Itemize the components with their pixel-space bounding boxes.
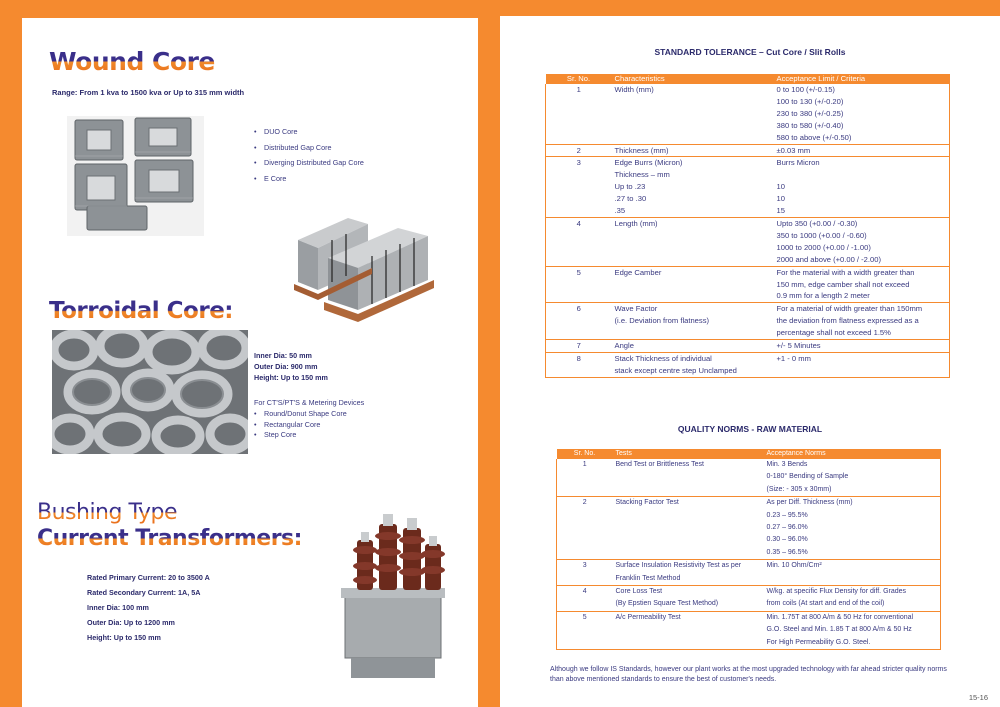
list-item: • Step Core xyxy=(254,430,347,441)
table-cell: 7 xyxy=(546,340,612,353)
spec-inner-dia: Inner Dia: 50 mm xyxy=(254,351,312,360)
cell-line: 350 to 1000 (+0.00 / -0.60) xyxy=(776,230,867,240)
cell-line: +1 - 0 mm xyxy=(776,353,811,363)
table-cell: 4 xyxy=(557,586,613,612)
cell-line: G.O. Steel and Min. 1.85 T at 800 A/m & 50 Hz xyxy=(766,626,912,634)
table-header-row xyxy=(557,449,941,459)
table-row xyxy=(546,352,950,377)
col-characteristics: Characteristics xyxy=(612,74,774,84)
toroidal-types xyxy=(254,409,347,441)
bushing-title-line1: Bushing Type xyxy=(37,500,177,525)
table-cell xyxy=(774,340,950,353)
table-cell: 4 xyxy=(546,217,612,266)
cell-line: Angle xyxy=(614,341,634,351)
table-cell xyxy=(774,84,950,144)
toroidal-intro: For CT'S/PT'S & Metering Devices xyxy=(254,398,365,407)
table-cell xyxy=(612,157,774,218)
cell-line: (Size: - 305 x 30mm) xyxy=(766,485,832,493)
cell-line: For the material with a width greater than xyxy=(776,267,915,277)
cell-line: 150 mm, edge camber shall not exceed xyxy=(776,279,910,289)
cell-line: Wave Factor xyxy=(614,304,658,314)
cell-line xyxy=(616,471,761,483)
cell-line xyxy=(616,547,761,559)
table-cell xyxy=(612,303,774,340)
tolerance-table-body xyxy=(546,84,950,377)
cell-line: 230 to 380 (+/-0.25) xyxy=(776,108,844,118)
table-cell: 5 xyxy=(557,611,613,649)
cell-line xyxy=(616,510,761,522)
cell-line: W/kg. at specific Flux Density for diff. Grades xyxy=(766,588,907,596)
toroidal-core-title: Torroidal Core: xyxy=(49,298,234,324)
cell-line: 0.27 – 96.0% xyxy=(766,524,808,532)
table-cell xyxy=(774,266,950,303)
cell-line: Up to .23 xyxy=(614,182,646,192)
cell-line: For High Permeability G.O. Steel. xyxy=(766,638,871,646)
quality-table-body xyxy=(557,459,941,650)
table-cell xyxy=(612,217,774,266)
cell-line: Width (mm) xyxy=(614,85,654,94)
cell-line: Min. 3 Bends xyxy=(766,461,808,468)
table-cell xyxy=(774,157,950,218)
table-row xyxy=(557,611,941,649)
table-cell: 3 xyxy=(557,560,613,586)
cell-line: Thickness (mm) xyxy=(614,145,669,155)
tolerance-table xyxy=(545,74,950,378)
table-cell xyxy=(612,144,774,157)
table-cell: 8 xyxy=(546,352,612,377)
wound-core-photo xyxy=(67,116,204,236)
cell-line: ±0.03 mm xyxy=(776,145,811,155)
cell-line: 10 xyxy=(776,194,785,204)
cell-line: Length (mm) xyxy=(614,218,658,228)
table-header-row xyxy=(546,74,950,84)
table-row xyxy=(546,266,950,303)
cell-line: Surface Insulation Resistivity Test as per xyxy=(615,562,742,570)
spec-height: Height: Up to 150 mm xyxy=(254,373,328,382)
cell-line: Edge Camber xyxy=(614,267,662,277)
table-cell xyxy=(612,352,774,377)
table-cell: 2 xyxy=(546,144,612,157)
cell-line xyxy=(616,637,761,649)
cell-line: stack except centre step Unclamped xyxy=(614,365,737,375)
table-cell xyxy=(613,586,764,612)
table-cell: 2 xyxy=(557,497,613,560)
table-row xyxy=(546,144,950,157)
table-cell: 5 xyxy=(546,266,612,303)
table-cell: 1 xyxy=(557,459,613,497)
cell-line xyxy=(616,624,761,636)
table-row xyxy=(557,497,941,560)
wound-core-types xyxy=(254,124,364,186)
wound-core-range: Range: From 1 kva to 1500 kva or Up to 315 mm width xyxy=(52,88,245,97)
cell-line xyxy=(616,522,761,534)
cell-line: (i.e. Deviation from flatness) xyxy=(614,316,710,326)
table-cell xyxy=(612,340,774,353)
cell-line: .35 xyxy=(614,206,626,216)
table-cell xyxy=(613,497,764,560)
toroidal-core-photo xyxy=(52,330,248,454)
list-item: • Rectangular Core xyxy=(254,420,347,431)
list-item: • Distributed Gap Core xyxy=(254,140,364,156)
table-row xyxy=(557,459,941,497)
cell-line: 0.23 – 95.5% xyxy=(766,511,808,519)
cell-line: 380 to 580 (+/-0.40) xyxy=(776,120,844,130)
footnote: Although we follow IS Standards, however our plant works at the most upgraded technology with far ahead stricter quality norms than above mentioned standards to ensure the best of customer's needs. xyxy=(550,666,947,683)
table-cell: 6 xyxy=(546,303,612,340)
cell-line: 100 to 130 (+/-0.20) xyxy=(776,96,844,106)
cell-line: For a material of width greater than 150mm xyxy=(776,304,923,314)
table-row xyxy=(557,560,941,586)
cell-line: Stack Thickness of individual xyxy=(614,353,712,363)
cell-line: .27 to .30 xyxy=(614,194,647,204)
cell-line xyxy=(615,120,771,132)
cell-line xyxy=(615,108,771,120)
cell-line xyxy=(615,96,771,108)
quality-table xyxy=(556,449,941,650)
spec-primary-current: Rated Primary Current: 20 to 3500 A xyxy=(87,573,210,582)
cell-line xyxy=(615,327,771,339)
quality-title: QUALITY NORMS - RAW MATERIAL xyxy=(677,424,823,434)
spec-inner-dia: Inner Dia: 100 mm xyxy=(87,603,149,612)
cell-line: the deviation from flatness expressed as a xyxy=(776,316,919,326)
spec-outer-dia: Outer Dia: 900 mm xyxy=(254,362,318,371)
cell-line: 15 xyxy=(776,206,785,216)
col-tests: Tests xyxy=(613,449,764,459)
cell-line: 580 to above (+/-0.50) xyxy=(776,132,852,142)
table-row xyxy=(546,157,950,218)
cell-line xyxy=(615,290,771,302)
table-cell: 1 xyxy=(546,84,612,144)
table-cell xyxy=(613,459,764,497)
table-cell xyxy=(764,611,941,649)
list-item: • E Core xyxy=(254,171,364,187)
cell-line: 0-180° Bending of Sample xyxy=(766,473,849,481)
cell-line xyxy=(616,534,761,546)
table-row xyxy=(546,84,950,144)
col-sr-no: Sr. No. xyxy=(557,449,613,459)
cell-line xyxy=(777,169,947,181)
cell-line: from coils (At start and end of the coil) xyxy=(766,600,885,608)
cell-line: Thickness – mm xyxy=(614,170,670,180)
table-cell xyxy=(764,586,941,612)
table-cell xyxy=(613,560,764,586)
spec-outer-dia: Outer Dia: Up to 1200 mm xyxy=(87,618,175,627)
cell-line: Min. 1.75T at 800 A/m & 50 Hz for conventional xyxy=(766,613,914,621)
tolerance-title: STANDARD TOLERANCE – Cut Core / Slit Rolls xyxy=(654,47,846,57)
cell-line xyxy=(615,230,771,242)
table-cell xyxy=(774,352,950,377)
cell-line: +/- 5 Minutes xyxy=(776,341,821,351)
cell-line xyxy=(615,242,771,254)
cell-line xyxy=(615,279,771,291)
col-sr-no: Sr. No. xyxy=(546,74,612,84)
table-row xyxy=(546,340,950,353)
table-cell xyxy=(764,497,941,560)
cell-line xyxy=(615,254,771,266)
cell-line xyxy=(767,573,938,585)
cell-line: (By Epstien Square Test Method) xyxy=(615,600,719,608)
cell-line: A/c Permeability Test xyxy=(615,613,681,621)
cell-line: Franklin Test Method xyxy=(615,574,681,582)
cell-line xyxy=(616,484,761,496)
spec-height: Height: Up to 150 mm xyxy=(87,633,161,642)
cell-line: 0.9 mm for a length 2 meter xyxy=(776,291,870,301)
cell-line: Core Loss Test xyxy=(615,588,663,596)
table-row xyxy=(557,586,941,612)
page-number: 15-16 xyxy=(968,693,988,702)
bushing-specs xyxy=(87,570,210,645)
cell-line: Min. 10 Ohm/Cm² xyxy=(766,562,822,570)
table-cell xyxy=(774,144,950,157)
cell-line xyxy=(615,132,771,144)
table-cell xyxy=(764,459,941,497)
table-cell xyxy=(612,84,774,144)
list-item: • Diverging Distributed Gap Core xyxy=(254,155,364,171)
col-acceptance-norms: Acceptance Norms xyxy=(764,449,941,459)
wound-core-title: Wound Core xyxy=(49,47,215,76)
table-cell: 3 xyxy=(546,157,612,218)
cell-line: Edge Burrs (Micron) xyxy=(614,158,683,168)
table-cell xyxy=(774,217,950,266)
bushing-title-line2: Current Transformers: xyxy=(37,526,302,551)
cell-line: 0 to 100 (+/-0.15) xyxy=(776,85,835,94)
cell-line: Upto 350 (+0.00 / -0.30) xyxy=(776,218,858,228)
cell-line: 0.35 – 96.5% xyxy=(766,548,808,556)
table-cell xyxy=(612,266,774,303)
table-row xyxy=(546,303,950,340)
toroidal-specs xyxy=(254,350,328,383)
table-cell xyxy=(613,611,764,649)
cell-line: 10 xyxy=(776,182,785,192)
list-item: • Round/Donut Shape Core xyxy=(254,409,347,420)
pallet-photo xyxy=(288,210,455,332)
cell-line: As per Diff. Thickness (mm) xyxy=(766,499,853,507)
cell-line: percentage shall not exceed 1.5% xyxy=(776,328,891,338)
cell-line xyxy=(777,365,947,377)
cell-line: Burrs Micron xyxy=(776,158,820,168)
cell-line: 0.30 – 96.0% xyxy=(766,536,808,544)
spec-secondary-current: Rated Secondary Current: 1A, 5A xyxy=(87,588,201,597)
list-item: • DUO Core xyxy=(254,124,364,140)
bushing-transformer-photo xyxy=(327,510,457,692)
cell-line: 1000 to 2000 (+0.00 / -1.00) xyxy=(776,242,871,252)
cell-line: 2000 and above (+0.00 / -2.00) xyxy=(776,254,881,264)
table-cell xyxy=(774,303,950,340)
left-page xyxy=(22,18,478,707)
col-acceptance: Acceptance Limit / Criteria xyxy=(774,74,950,84)
right-page xyxy=(500,16,1000,707)
table-cell xyxy=(764,560,941,586)
cell-line: Stacking Factor Test xyxy=(615,499,679,507)
cell-line: Bend Test or Brittleness Test xyxy=(615,461,704,468)
table-row xyxy=(546,217,950,266)
